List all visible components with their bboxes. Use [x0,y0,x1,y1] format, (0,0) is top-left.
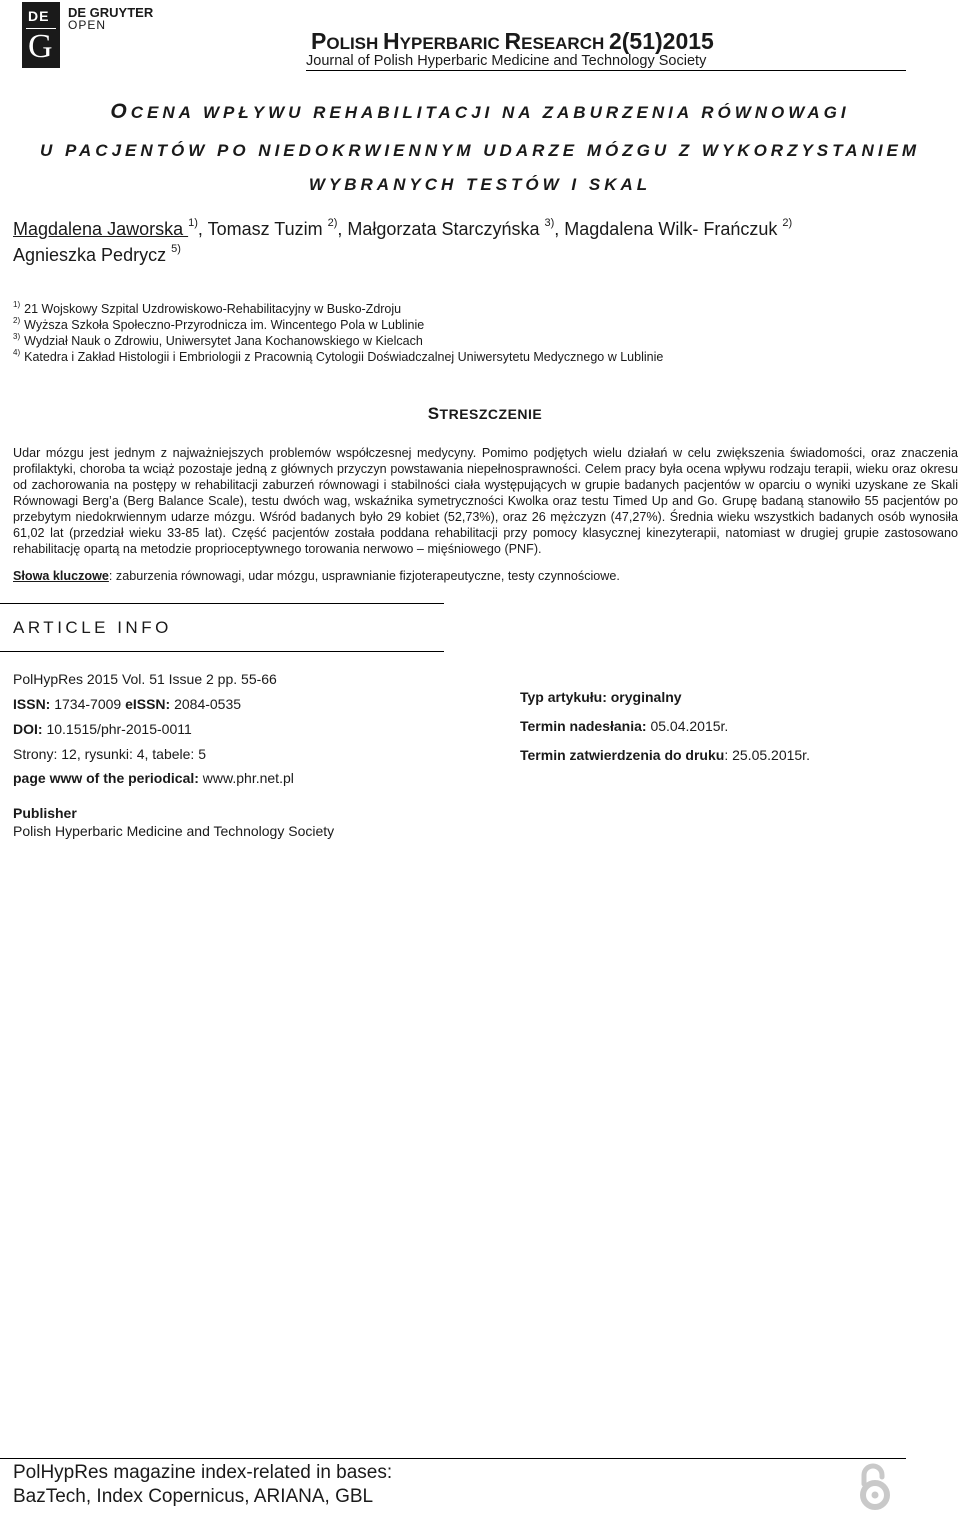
author-name: Tomasz Tuzim [207,219,328,239]
author-affiliation-ref: 2) [327,217,338,229]
header-divider [306,70,906,71]
publisher-logo-mark [22,2,60,68]
author-affiliation-ref: 2) [782,217,793,229]
author-name: Magdalena Jaworska [13,219,189,239]
author-name: Agnieszka Pedrycz [13,245,172,265]
publisher-name: DE GRUYTER [68,5,154,20]
journal-title: POLISH HYPERBARIC RESEARCH 2(51)2015 [311,28,714,54]
citation: PolHypRes 2015 Vol. 51 Issue 2 pp. 55-66 [13,671,277,687]
author-name: Małgorzata Starczyńska [347,219,545,239]
article-title-line-1: OCENA WPŁYWU REHABILITACJI NA ZABURZENIA RÓWNOWAGI [110,100,850,123]
logo-g-text: G [28,28,53,65]
keywords-text: zaburzenia równowagi, udar mózgu, usprawnianie fizjoterapeutyczne, testy czynnościowe. [115,569,620,583]
publisher-label: Publisher [13,805,77,821]
logo-de-text: DE [28,8,50,24]
affiliation-item: $^{2)}$ Wyższa Szkoła Społeczno-Przyrodnicza im. Wincentego Pola w Lublinie [13,316,425,332]
keywords: Słowa kluczowe: zaburzenia równowagi, udar mózgu, usprawnianie fizjoterapeutyczne, testy czynnościowe. [13,569,620,583]
periodical-www-line: page www of the periodical: www.phr.net.pl [13,770,294,786]
article-info-heading: ARTICLE INFO [13,618,172,637]
pages-line: Strony: 12, rysunki: 4, tabele: 5 [13,746,206,762]
abstract-heading: STRESZCZENIE [427,404,543,423]
affiliation-item: $^{1)}$ 21 Wojskowy Szpital Uzdrowiskowo-Rehabilitacyjny w Busko-Zdroju [13,300,402,316]
affiliation-item: $^{3)}$ Wydział Nauk o Zdrowiu, Uniwersytet Jana Kochanowskiego w Kielcach [13,332,423,348]
footer-divider [0,1458,906,1459]
abstract-body: Udar mózgu jest jednym z najważniejszych problemów współczesnej medycyny. Pomimo podjętych wielu działań w celu zwiększenia świadomości, oraz znaczenia profilaktyki, choroba ta wciąż pozostaje jedną z głównych przyczyn powstawania niepełnosprawności. Celem pracy była ocena wpływu rodzaju terapii, wieku oraz okresu od zachorowania na postępy w rehabilitacji zaburzeń równowagi i stabilności ciała występujących w grupie badanych pacjentów w oparciu o wyniki uzyskane ze Skali Równowagi Berg’a (Berg Balance Scale), testu dwóch wag, wskaźnika symetryczności Kwolka oraz testu Timed Up and Go. Grupę badaną stanowiło 55 pacjentów po przebytym niedokrwiennym udarze mózgu. Wśród badanych było 29 kobiet (52,73%), oraz 26 mężczyzn (47,27%). Średnia wieku wszystkich badanych osób wynosiła 61,02 lat (przedział wieku 33-85 lat). Część pacjentów została poddana rehabilitacji przy pomocy klasycznej kinezyterapii, natomiast w drugiej grupie zastosowano rehabilitację opartą na metodzie proprioceptywnego torowania nerwowo – mięśniowego (PNF). [13,446,958,556]
publisher-block [13,804,334,840]
journal-subtitle: Journal of Polish Hyperbaric Medicine and Technology Society [306,53,707,69]
periodical-link[interactable]: www.phr.net.pl [198,770,294,786]
author-affiliation-ref: 1) [188,217,198,229]
publisher-sub: OPEN [68,18,107,32]
publisher-society: Polish Hyperbaric Medicine and Technology Society [13,823,335,839]
article-title-line-2: U PACJENTÓW PO NIEDOKRWIENNYM UDARZE MÓZGU Z WYKORZYSTANIEM [39,141,921,160]
footer-index-info [13,1461,392,1509]
doi-line: DOI: 10.1515/phr-2015-0011 [13,721,192,737]
author-affiliation-ref: 3) [544,217,555,229]
author-list: Magdalena Jaworska $^{1)}$, Tomasz Tuzim $^{2)}$, Małgorzata Starczyńska $^{3)}$, Magdalena Wilk- Frańczuk $^{2)}$ Agnieszka Pedrycz $^{5)}$ [13,217,793,265]
affiliation-item: $^{4)}$ Katedra i Zakład Histologii i Embriologii z Pracownią Cytologii Doświadczalnej Uniwersytetu Medycznego w Lublinie [13,348,664,364]
open-access-icon [856,1462,894,1510]
article-type: Typ artykułu: oryginalny [520,689,682,705]
article-info-rule-top [0,603,444,604]
author-affiliation-ref: 5) [171,243,181,255]
author-name: Magdalena Wilk- Frańczuk [564,219,783,239]
issn-line: ISSN: 1734-7009 eISSN: 2084-0535 [13,696,242,712]
received-date: Termin nadesłania: 05.04.2015r. [520,718,729,734]
keywords-label: Słowa kluczowe [13,569,109,583]
article-title-line-3: WYBRANYCH TESTÓW I SKAL [308,175,652,194]
publisher-logo-text [68,6,153,32]
accepted-date: Termin zatwierdzenia do druku: 25.05.2015r. [520,747,810,763]
article-info-rule-bottom [0,651,444,652]
footer-line-2: BazTech, Index Copernicus, ARIANA, GBL [13,1486,374,1507]
footer-line-1: PolHypRes magazine index-related in bases: [13,1462,393,1483]
